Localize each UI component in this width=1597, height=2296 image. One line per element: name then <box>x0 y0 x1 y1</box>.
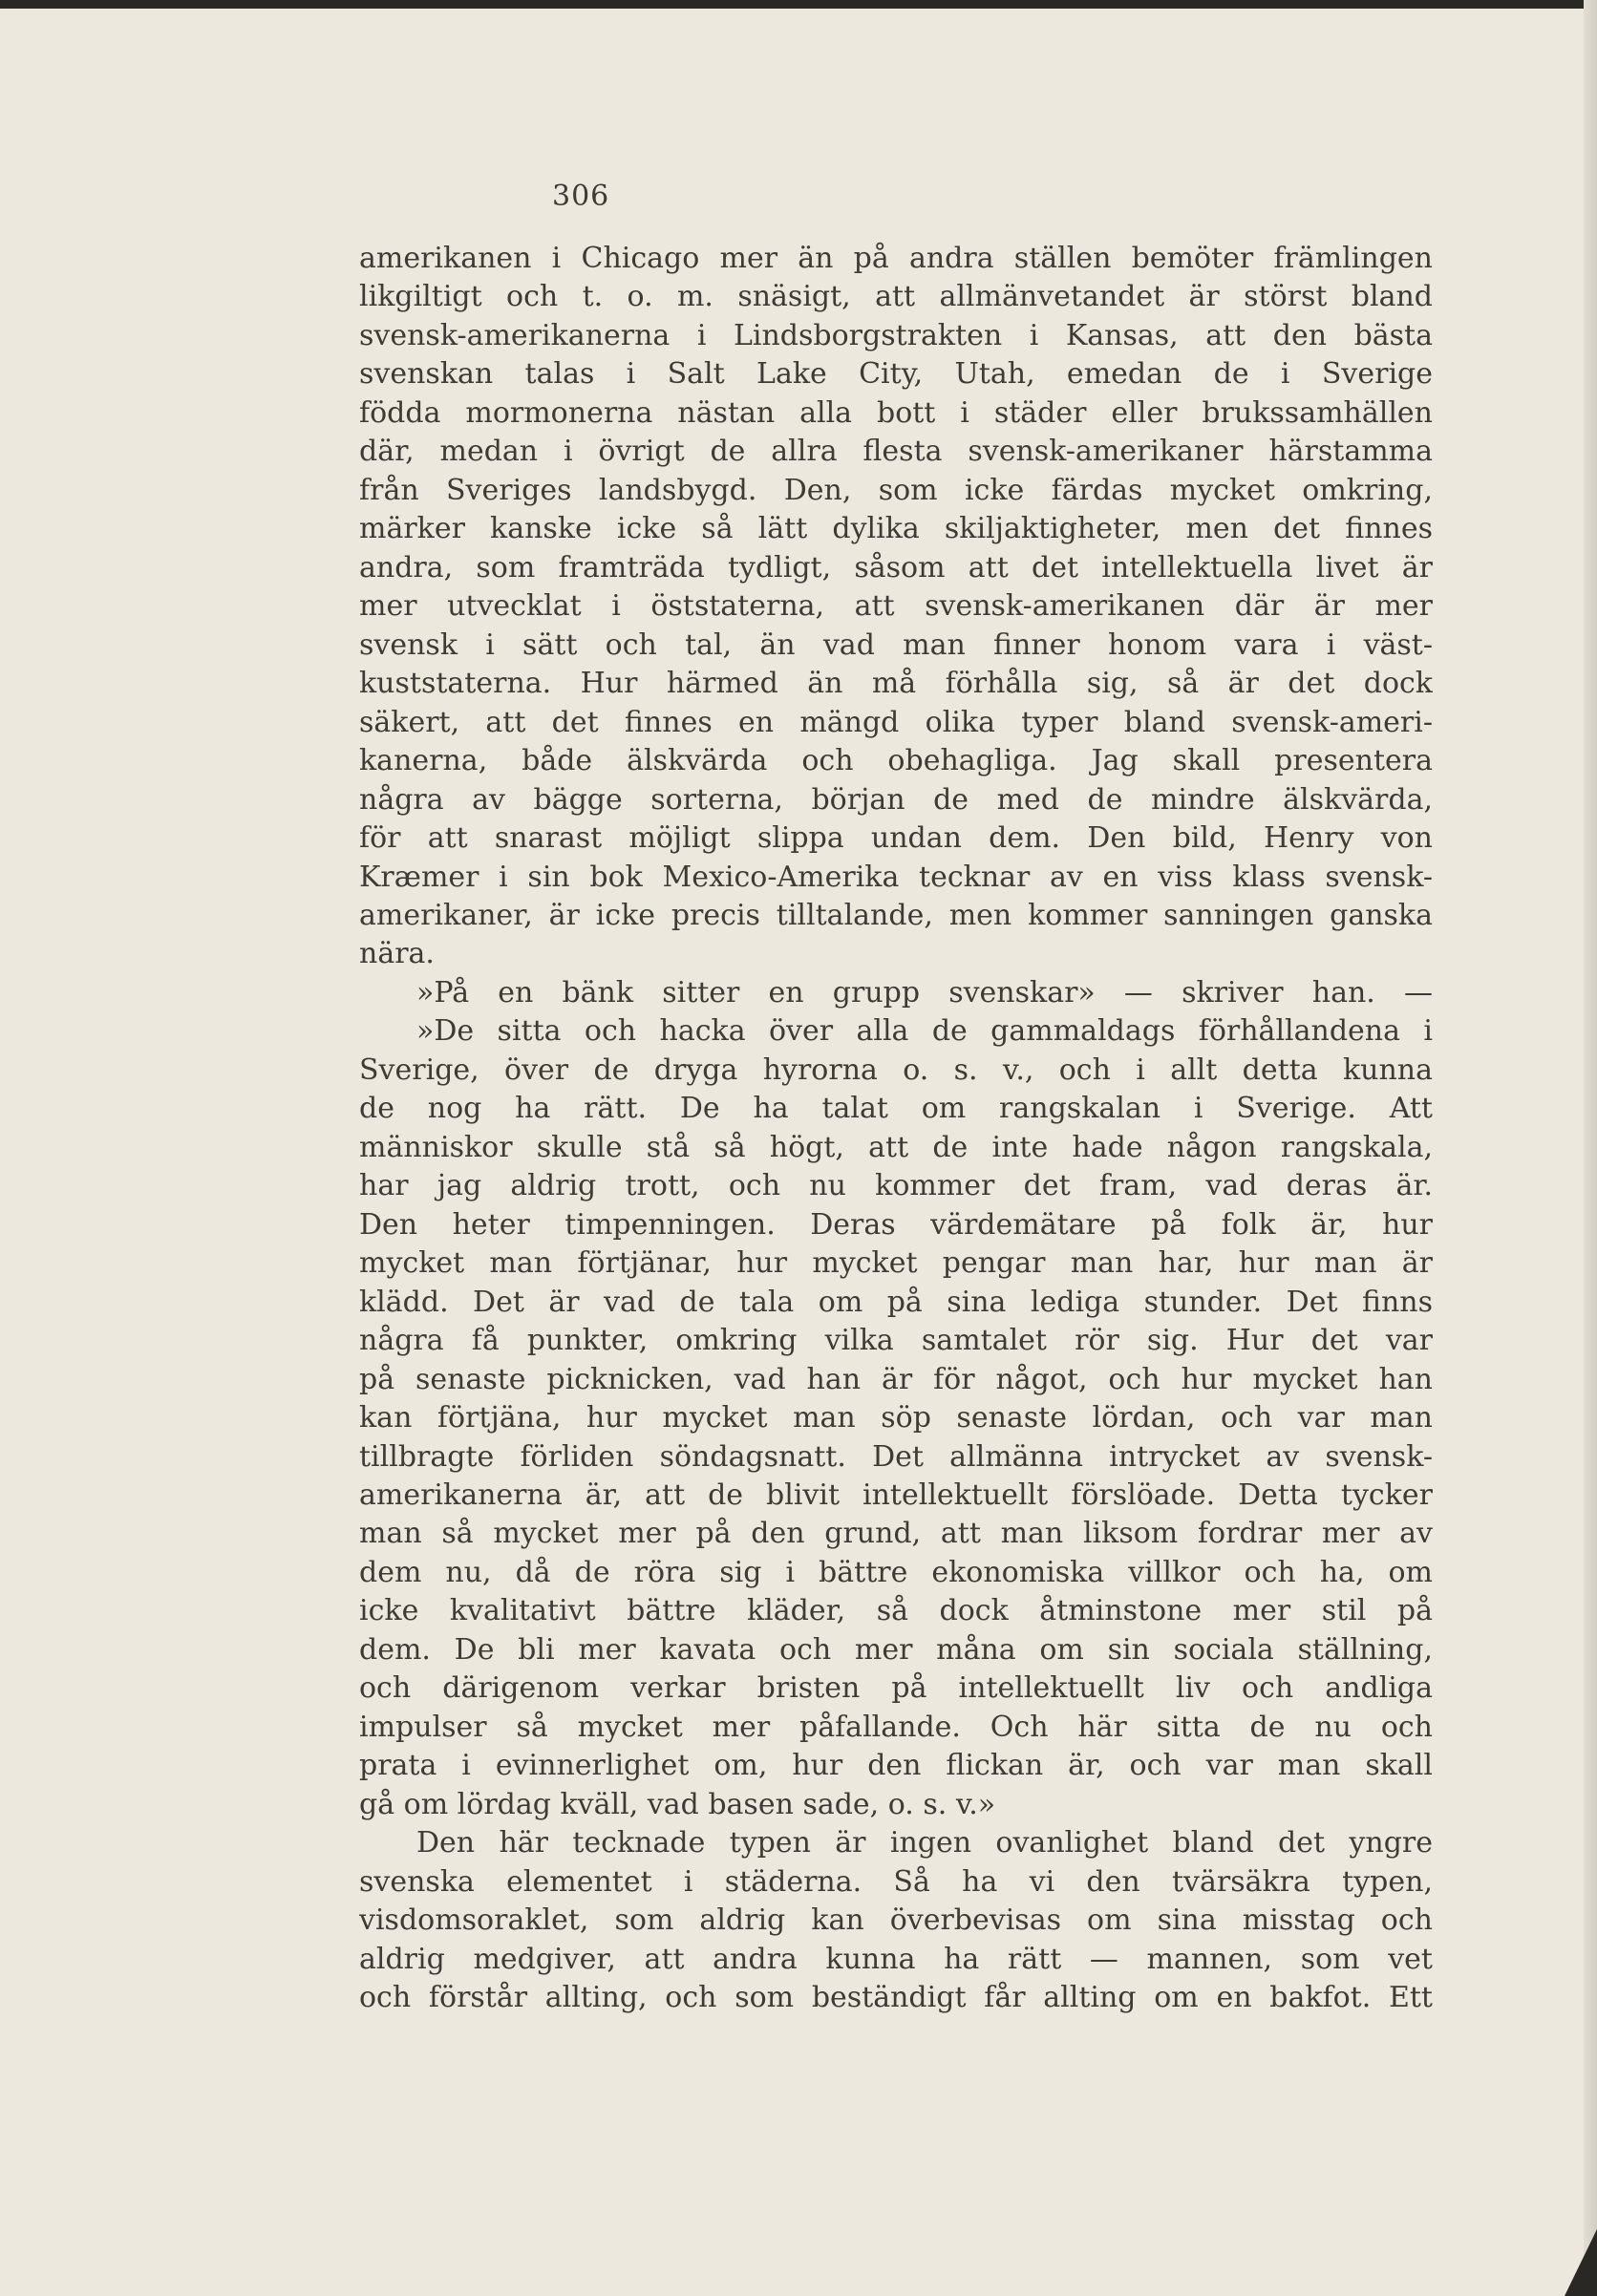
text-line: för att snarast möjligt slippa undan dem. Den bild, Henry von <box>359 821 1433 856</box>
text-line: amerikanen i Chicago mer än på andra ställen bemöter främlingen <box>359 242 1433 275</box>
text-line: dem. De bli mer kavata och mer måna om sin sociala ställning, <box>359 1632 1433 1667</box>
text-line: Den heter timpenningen. Deras värdemätare på folk är, hur <box>359 1207 1433 1242</box>
text-line: kan förtjäna, hur mycket man söp senaste lördan, och var man <box>359 1401 1433 1435</box>
text-line: gå om lördag kväll, vad basen sade, o. s. v.» <box>359 1787 996 1821</box>
text-line: Den här tecknade typen är ingen ovanlighet bland det yngre <box>416 1826 1433 1860</box>
text-line: »De sitta och hacka över alla de gammaldags förhållandena i <box>416 1014 1433 1049</box>
text-line: och förstår allting, och som beständigt får allting om en bakfot. Ett <box>359 1981 1433 2015</box>
text-line: mycket man förtjänar, hur mycket pengar man har, hur man är <box>359 1246 1433 1281</box>
text-line: icke kvalitativt bättre kläder, så dock åtminstone mer stil på <box>359 1594 1433 1628</box>
text-line: man så mycket mer på den grund, att man liksom fordrar mer av <box>359 1517 1433 1551</box>
text-line: prata i evinnerlighet om, hur den flickan är, och var man skall <box>359 1749 1433 1783</box>
text-line: födda mormonerna nästan alla bott i städer eller brukssamhällen <box>359 395 1433 430</box>
body-text <box>359 240 1433 2018</box>
corner-mark <box>1565 2229 1597 2296</box>
text-line: likgiltigt och t. o. m. snäsigt, att allmänvetandet är störst bland <box>359 280 1433 314</box>
text-line: människor skulle stå så högt, att de inte hade någon rangskala, <box>359 1130 1433 1164</box>
text-line: amerikaner, är icke precis tilltalande, men kommer sanningen ganska <box>359 898 1433 932</box>
text-line: mer utvecklat i öststaterna, att svensk-amerikanen där är mer <box>359 589 1433 624</box>
text-line: kuststaterna. Hur härmed än må förhålla sig, så är det dock <box>359 667 1433 701</box>
text-line: några få punkter, omkring vilka samtalet rör sig. Hur det var <box>359 1324 1433 1358</box>
text-line: där, medan i övrigt de allra flesta svensk-amerikaner härstamma <box>359 435 1433 469</box>
text-line: impulser så mycket mer påfallande. Och här sitta de nu och <box>359 1710 1433 1744</box>
text-line: klädd. Det är vad de tala om på sina lediga stunder. Det finns <box>359 1285 1433 1319</box>
text-line: märker kanske icke så lätt dylika skiljaktigheter, men det finnes <box>359 512 1433 546</box>
text-line: säkert, att det finnes en mängd olika typer bland svensk-ameri- <box>359 705 1433 739</box>
text-line: har jag aldrig trott, och nu kommer det fram, vad deras är. <box>359 1169 1433 1203</box>
text-line: svensk i sätt och tal, än vad man finner honom vara i väst- <box>359 627 1433 662</box>
text-line: svensk-amerikanerna i Lindsborgstrakten i Kansas, att den bästa <box>359 318 1433 352</box>
text-line: kanerna, både älskvärda och obehagliga. Jag skall presentera <box>359 744 1433 778</box>
text-line: och därigenom verkar bristen på intellektuellt liv och andliga <box>359 1671 1433 1706</box>
text-line: de nog ha rätt. De ha talat om rangskalan i Sverige. Att <box>359 1092 1433 1126</box>
text-line: svenskan talas i Salt Lake City, Utah, emedan de i Sverige <box>359 357 1433 392</box>
text-line: från Sveriges landsbygd. Den, som icke färdas mycket omkring, <box>359 473 1433 507</box>
text-line: dem nu, då de röra sig i bättre ekonomiska villkor och ha, om <box>359 1555 1433 1589</box>
text-line: svenska elementet i städerna. Så ha vi den tvärsäkra typen, <box>359 1864 1433 1899</box>
text-line: amerikanerna är, att de blivit intellektuellt förslöade. Detta tycker <box>359 1478 1433 1512</box>
text-line: aldrig medgiver, att andra kunna ha rätt — mannen, som vet <box>359 1942 1433 1976</box>
text-line: Kræmer i sin bok Mexico-Amerika tecknar av en viss klass svensk- <box>359 860 1433 894</box>
text-line: tillbragte förliden söndagsnatt. Det allmänna intrycket av svensk- <box>359 1439 1433 1474</box>
top-edge-rule <box>0 0 1597 9</box>
text-line: Sverige, över de dryga hyrorna o. s. v., och i allt detta kunna <box>359 1052 1433 1087</box>
text-line: andra, som framträda tydligt, såsom att det intellektuella livet är <box>359 550 1433 585</box>
text-line: visdomsoraklet, som aldrig kan överbevisas om sina misstag och <box>359 1903 1433 1938</box>
text-line: på senaste picknicken, vad han är för något, och hur mycket han <box>359 1362 1433 1396</box>
text-line: »På en bänk sitter en grupp svenskar» — skriver han. — <box>416 975 1433 1010</box>
page-edge-shadow <box>1584 0 1597 2296</box>
text-line: nära. <box>359 937 435 971</box>
page-number: 306 <box>552 180 610 213</box>
text-line: några av bägge sorterna, början de med de mindre älskvärda, <box>359 782 1433 817</box>
